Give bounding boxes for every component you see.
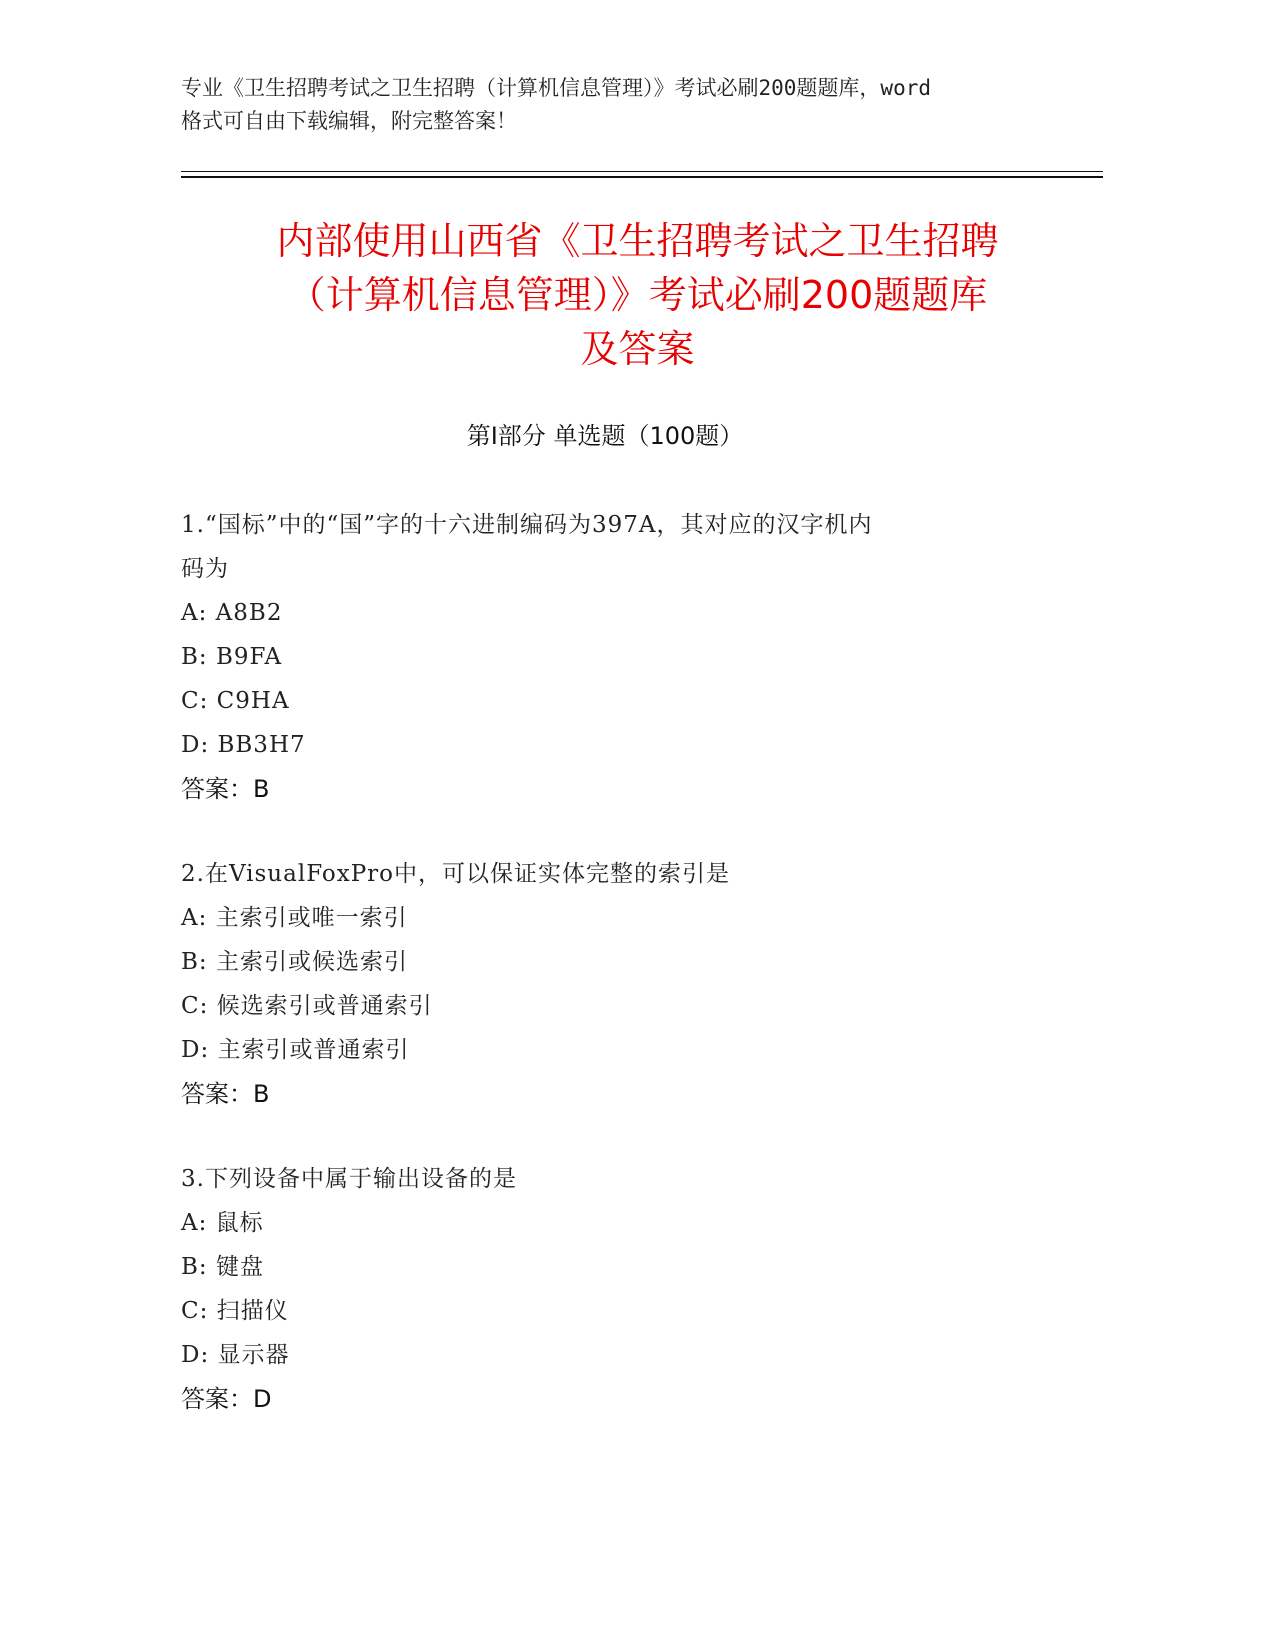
question-stem: 2.在VisualFoxPro中，可以保证实体完整的索引是 (181, 861, 731, 887)
title-line-2: （计算机信息管理）》考试必刷200题题库 (287, 273, 988, 317)
question-1 (181, 503, 1041, 811)
header-note-line-2: 格式可自由下载编辑，附完整答案！ (181, 109, 517, 133)
option-c: C: C9HA (181, 688, 290, 714)
option-a: A: 主索引或唯一索引 (181, 905, 408, 931)
question-3 (181, 1157, 1041, 1421)
header-divider-thick (181, 176, 1103, 178)
header-note-line-1: 专业《卫生招聘考试之卫生招聘（计算机信息管理）》考试必刷200题题库，word (181, 76, 931, 100)
question-2 (181, 852, 1041, 1116)
answer: 答案：B (181, 775, 270, 803)
title-line-1: 内部使用山西省《卫生招聘考试之卫生招聘 (276, 219, 999, 263)
question-stem: 1.“国标”中的“国”字的十六进制编码为397A，其对应的汉字机内 (181, 512, 873, 538)
option-c: C: 扫描仪 (181, 1298, 289, 1324)
option-b: B: 主索引或候选索引 (181, 949, 408, 975)
question-stem-continued: 码为 (181, 556, 229, 582)
question-stem: 3.下列设备中属于输出设备的是 (181, 1166, 517, 1192)
document-title (170, 214, 1105, 376)
header-divider-thin (181, 171, 1103, 172)
option-d: D: 显示器 (181, 1342, 290, 1368)
option-c: C: 候选索引或普通索引 (181, 993, 433, 1019)
answer: 答案：B (181, 1080, 270, 1108)
answer: 答案：D (181, 1385, 272, 1413)
option-d: D: BB3H7 (181, 732, 306, 758)
option-a: A: A8B2 (181, 600, 283, 626)
title-line-3: 及答案 (580, 327, 695, 371)
option-d: D: 主索引或普通索引 (181, 1037, 410, 1063)
option-a: A: 鼠标 (181, 1210, 264, 1236)
section-title: 第Ⅰ部分 单选题（100题） (466, 422, 744, 450)
header-note (181, 72, 1081, 138)
option-b: B: 键盘 (181, 1254, 264, 1280)
option-b: B: B9FA (181, 644, 283, 670)
